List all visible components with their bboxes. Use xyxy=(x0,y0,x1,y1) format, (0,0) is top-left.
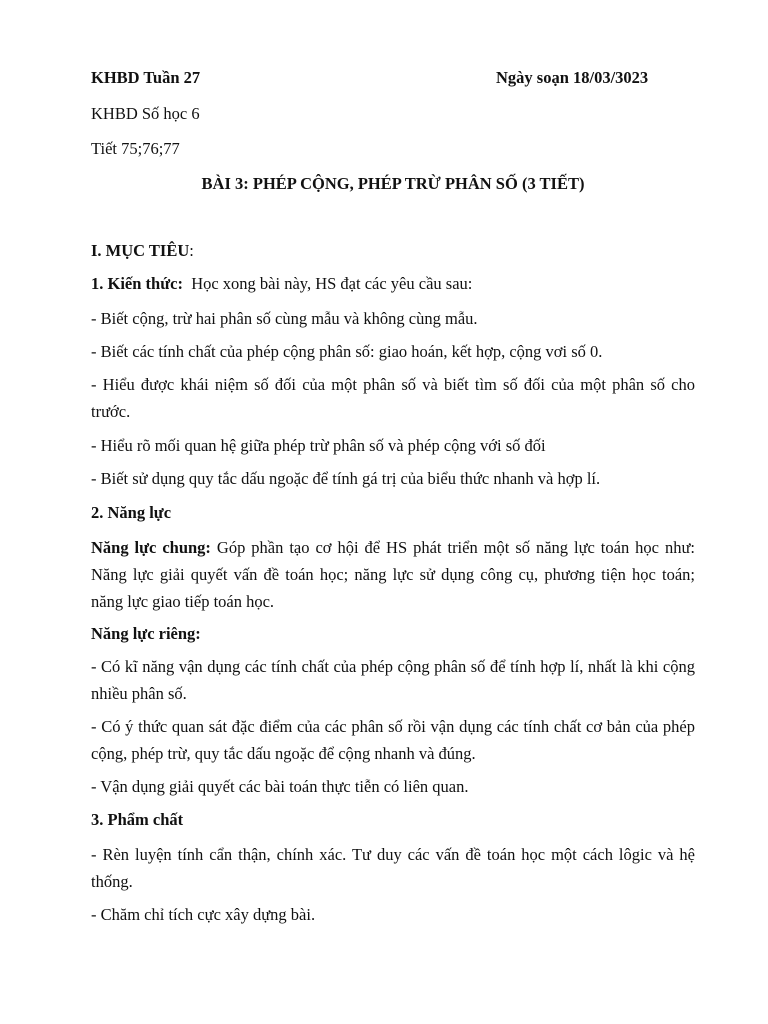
specific-competence-item: - Có ý thức quan sát đặc điểm của các phân số rồi vận dụng các tính chất cơ bản của phép cộng, phép trừ, quy tắc dấu ngoặc để cộng nhanh và đúng. xyxy=(91,717,695,763)
section-objectives-heading xyxy=(91,237,695,264)
knowledge-item: - Biết sử dụng quy tắc dấu ngoặc để tính gá trị của biểu thức nhanh và hợp lí. xyxy=(91,469,601,488)
specific-competence-item: - Có kĩ năng vận dụng các tính chất của phép cộng phân số để tính hợp lí, nhất là khi cộng nhiều phân số. xyxy=(91,657,695,703)
knowledge-item: - Biết cộng, trừ hai phân số cùng mẫu và không cùng mẫu. xyxy=(91,309,478,328)
qualities-heading: 3. Phẩm chất xyxy=(91,810,184,829)
knowledge-intro: Học xong bài này, HS đạt các yêu cầu sau: xyxy=(191,274,473,293)
knowledge-paragraph xyxy=(91,270,695,297)
document-header xyxy=(91,68,691,92)
quality-item: - Rèn luyện tính cẩn thận, chính xác. Tư duy các vấn đề toán học một cách lôgic và hệ thống. xyxy=(91,845,695,891)
general-competence-label: Năng lực chung: xyxy=(91,538,211,557)
lesson-title: BÀI 3: PHÉP CỘNG, PHÉP TRỪ PHÂN SỐ (3 TIẾT) xyxy=(201,174,585,193)
prepared-date: Ngày soạn 18/03/3023 xyxy=(496,68,649,87)
specific-competence-item: - Vận dụng giải quyết các bài toán thực tiễn có liên quan. xyxy=(91,777,469,796)
quality-item: - Chăm chỉ tích cực xây dựng bài. xyxy=(91,905,316,924)
specific-competence-heading: Năng lực riêng: xyxy=(91,624,201,643)
knowledge-item: - Hiểu được khái niệm số đối của một phân số và biết tìm số đối của một phân số cho trước. xyxy=(91,375,695,421)
knowledge-item: - Biết các tính chất của phép cộng phân số: giao hoán, kết hợp, cộng vơi số 0. xyxy=(91,342,603,361)
subject-line: KHBD Số học 6 xyxy=(91,104,200,123)
competence-heading: 2. Năng lực xyxy=(91,503,172,522)
section-heading-text: I. MỤC TIÊU xyxy=(91,241,190,260)
general-competence-paragraph xyxy=(91,534,695,615)
periods-line: Tiết 75;76;77 xyxy=(91,139,180,158)
knowledge-item: - Hiểu rõ mối quan hệ giữa phép trừ phân số và phép cộng với số đối xyxy=(91,436,546,455)
knowledge-label: 1. Kiến thức: xyxy=(91,274,183,293)
section-heading-colon: : xyxy=(189,241,194,260)
week-label: KHBD Tuần 27 xyxy=(91,68,201,87)
general-competence-text: Góp phần tạo cơ hội để HS phát triển một số năng lực toán học như: Năng lực giải quyết vấn đề toán học; năng lực sử dụng công cụ, phương tiện học toán; năng lực giao tiếp toán học. xyxy=(91,538,695,611)
